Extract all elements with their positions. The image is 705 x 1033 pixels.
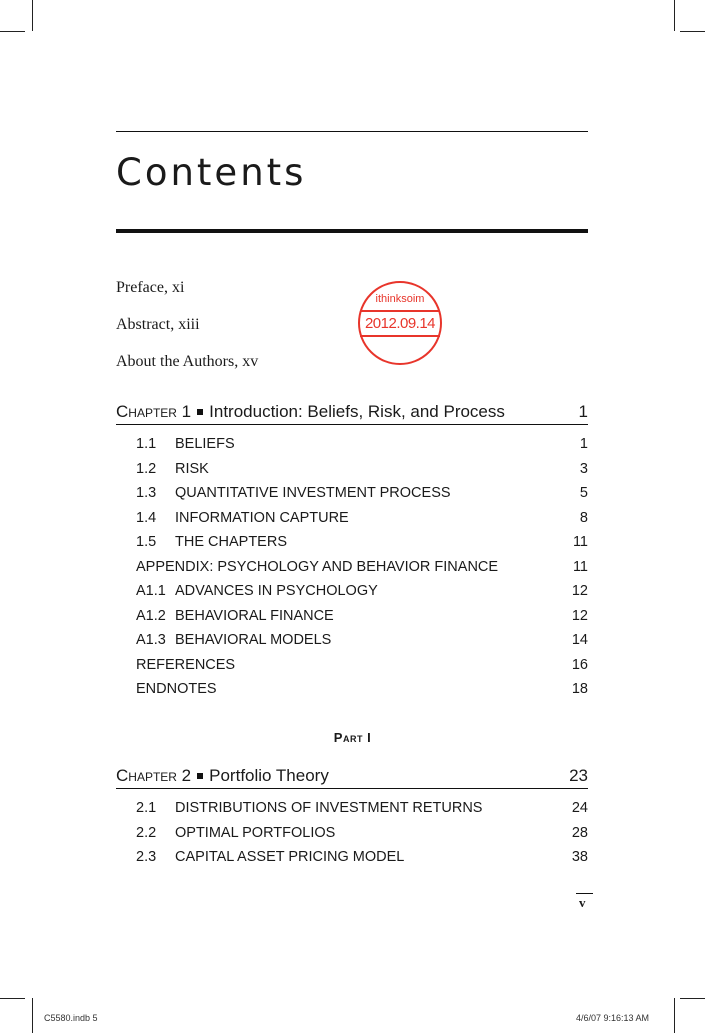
toc-entry[interactable] (136, 801, 588, 826)
bullet-icon (197, 409, 203, 415)
section-page: 18 (571, 681, 588, 697)
section-title: THE CHAPTERS (175, 534, 287, 550)
section-number: A1.2 (136, 607, 166, 624)
section-page: 5 (579, 485, 588, 501)
crop-mark (680, 998, 705, 999)
section-title: ENDNOTES (136, 681, 217, 697)
section-number: 1.1 (136, 436, 157, 452)
stamp-bar (360, 335, 440, 337)
section-title: BELIEFS (175, 436, 235, 452)
crop-mark (0, 998, 25, 999)
chapter-2-entries (136, 801, 588, 875)
section-number: 2.1 (136, 800, 157, 816)
chapter-number: Chapter 2 (116, 766, 192, 785)
section-title: OPTIMAL PORTFOLIOS (175, 824, 336, 841)
toc-entry[interactable] (136, 682, 588, 707)
part-heading: Part I (333, 730, 372, 745)
section-page: 24 (571, 800, 588, 816)
section-title: BEHAVIORAL FINANCE (175, 607, 334, 624)
stamp-bar (360, 310, 440, 312)
stamp-line-2: 2012.09.14 (364, 315, 436, 332)
crop-mark (674, 0, 675, 31)
toc-entry[interactable] (136, 560, 588, 585)
section-number: A1.1 (136, 583, 166, 599)
chapter-rule (116, 424, 588, 425)
bullet-icon (197, 773, 203, 779)
chapter-page: 23 (569, 766, 588, 785)
crop-mark (674, 998, 675, 1033)
toc-entry[interactable] (136, 511, 588, 536)
section-title: INFORMATION CAPTURE (175, 509, 349, 526)
section-title: QUANTITATIVE INVESTMENT PROCESS (175, 485, 451, 501)
section-title: RISK (175, 460, 209, 477)
section-page: 38 (571, 849, 588, 865)
toc-entry[interactable] (136, 633, 588, 658)
toc-entry[interactable] (136, 462, 588, 487)
front-matter-item[interactable]: Preface, xi (116, 279, 185, 296)
section-page: 3 (579, 460, 588, 477)
section-number: 1.5 (136, 534, 157, 550)
section-page: 11 (572, 534, 588, 550)
chapter-heading[interactable] (116, 767, 588, 789)
section-number: 1.3 (136, 485, 157, 501)
section-title: REFERENCES (136, 656, 236, 673)
toc-entry[interactable] (136, 437, 588, 462)
chapter-title: Introduction: Beliefs, Risk, and Process (209, 402, 505, 421)
stamp-line-1: ithinksoim (375, 293, 425, 305)
title-top-rule (116, 131, 588, 132)
toc-entry[interactable] (136, 658, 588, 683)
section-page: 12 (571, 583, 588, 599)
section-page: 8 (579, 509, 588, 526)
page-number: v (579, 895, 586, 910)
front-matter-item[interactable]: About the Authors, xv (116, 353, 259, 370)
section-number: 1.4 (136, 509, 157, 526)
section-page: 28 (571, 824, 588, 841)
toc-entry[interactable] (136, 535, 588, 560)
toc-entry[interactable] (136, 850, 588, 875)
section-page: 11 (572, 558, 588, 575)
crop-mark (32, 0, 33, 31)
section-title: ADVANCES IN PSYCHOLOGY (175, 583, 378, 599)
chapter-1-entries (136, 437, 588, 707)
section-number: 2.3 (136, 849, 157, 865)
folio-rule (576, 893, 593, 894)
toc-entry[interactable] (136, 486, 588, 511)
title-bottom-rule (116, 229, 588, 233)
crop-mark (32, 998, 33, 1033)
page-title: Contents (116, 151, 307, 194)
toc-entry[interactable] (136, 826, 588, 851)
toc-entry[interactable] (136, 584, 588, 609)
section-number: 2.2 (136, 824, 157, 841)
section-title: DISTRIBUTIONS OF INVESTMENT RETURNS (175, 800, 483, 816)
chapter-page: 1 (578, 402, 588, 421)
date-stamp (358, 281, 442, 365)
front-matter-item[interactable]: Abstract, xiii (116, 316, 200, 333)
section-page: 14 (571, 632, 588, 648)
chapter-number: Chapter 1 (116, 402, 192, 421)
section-number: 1.2 (136, 460, 157, 477)
section-title: APPENDIX: PSYCHOLOGY AND BEHAVIOR FINANCE (136, 558, 499, 575)
chapter-heading[interactable] (116, 403, 588, 425)
section-page: 16 (571, 656, 588, 673)
printer-slug-right: 4/6/07 9:16:13 AM (576, 1013, 650, 1023)
section-title: BEHAVIORAL MODELS (175, 632, 332, 648)
chapter-title: Portfolio Theory (209, 766, 329, 785)
toc-entry[interactable] (136, 609, 588, 634)
section-page: 12 (571, 607, 588, 624)
crop-mark (0, 31, 25, 32)
crop-mark (680, 31, 705, 32)
section-number: A1.3 (136, 632, 166, 648)
printer-slug-left: C5580.indb 5 (44, 1013, 98, 1023)
section-page: 1 (579, 436, 588, 452)
section-title: CAPITAL ASSET PRICING MODEL (175, 849, 405, 865)
chapter-rule (116, 788, 588, 789)
